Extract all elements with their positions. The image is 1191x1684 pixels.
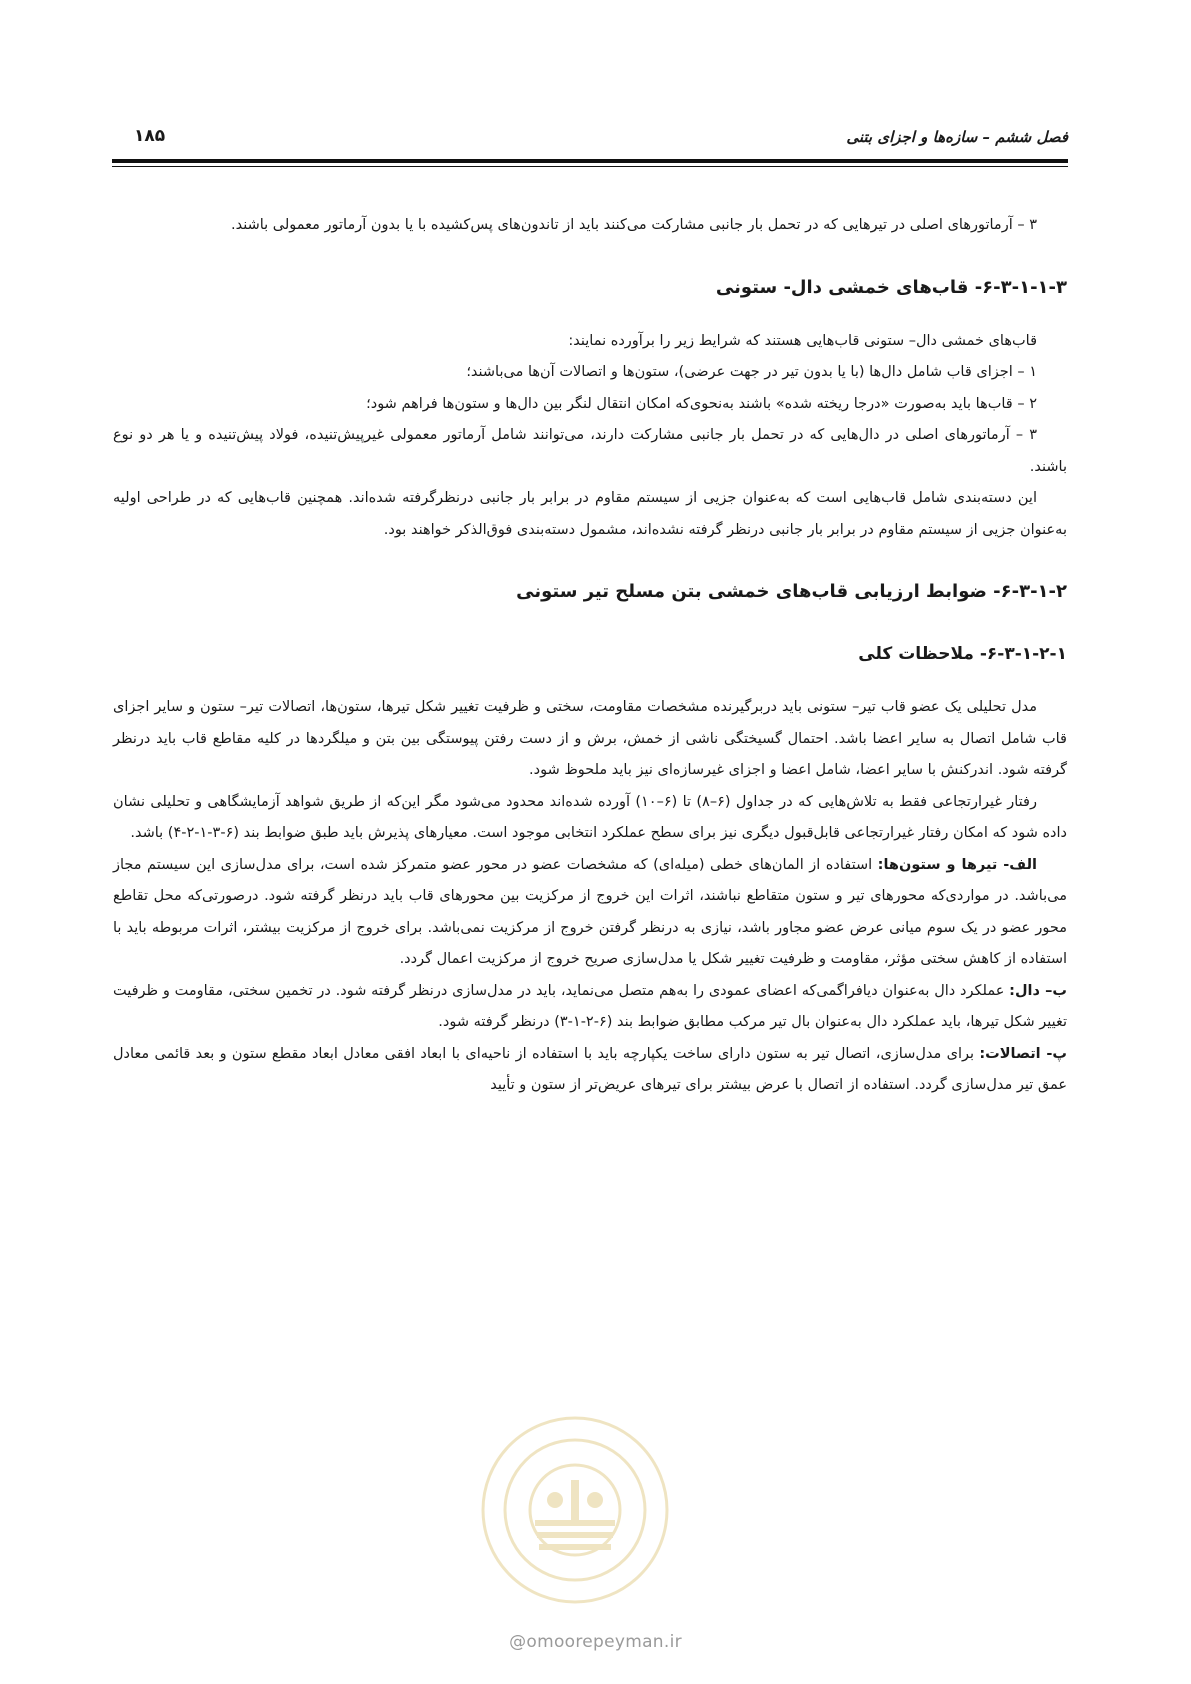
paragraph-text: استفاده از المان‌های خطی (میله‌ای) که مشخصات عضو در محور عضو متمرکز شده است، برای مدل‌سازی این سیستم مجاز می‌باشد. در مواردی‌که محورهای تیر و ستون متقاطع نباشند، اثرات این خروج از مرکزیت بین محورهای قاب باید درنظر گرفته شود. درصورتی‌که محل تقاطع محور عضو در یک سوم میانی عرض عضو مجاور باشد، نیازی به درنظر گرفتن خروج از مرکزیت نمی‌باشد. برای خروج از مرکزیت بیشتر، اثرات مربوطه باید با استفاده از کاهش سختی مؤثر، مقاومت و ظرفیت تغییر شکل یا مدل‌سازی صریح خروج از مرکزیت اعمال گردد.: [113, 856, 1067, 967]
list-item: ۱ – اجزای قاب شامل دال‌ها (با یا بدون تیر در جهت عرضی)، ستون‌ها و اتصالات آن‌ها می‌باشند؛: [466, 364, 1037, 380]
body-text: [113, 210, 1067, 1102]
paragraph-text: عملکرد دال به‌عنوان دیافراگمی‌که اعضای عمودی را به‌هم متصل می‌نماید، باید در مدل‌سازی درنظر گرفته شود. در تخمین سختی، مقاومت و ظرفیت تغییر شکل تیرها، باید عملکرد دال به‌عنوان بال تیر مرکب مطابق ضوابط بند (۶-۲-۱-۳) درنظر گرفته شود.: [113, 982, 1067, 1030]
paragraph-lead: پ- اتصالات:: [979, 1045, 1068, 1062]
list-item: ۳ – آرماتورهای اصلی در دال‌هایی که در تحمل بار جانبی مشارکت دارند، می‌توانند شامل آرماتور معمولی غیرپیش‌تنیده، فولاد پیش‌تنیده و یا هر دو نوع باشند.: [113, 427, 1067, 475]
paragraph: [113, 850, 1067, 976]
paragraph: قاب‌های خمشی دال– ستونی قاب‌هایی هستند که شرایط زیر را برآورده نمایند:: [568, 332, 1037, 349]
page-number: ۱۸۵: [134, 126, 166, 146]
watermark-url: @omoorepeyman.ir: [509, 1632, 682, 1652]
paragraph: ۳ – آرماتورهای اصلی در تیرهایی که در تحمل بار جانبی مشارکت می‌کنند باید از تاندون‌های پس‌کشیده با یا بدون آرماتور معمولی باشند.: [230, 217, 1037, 233]
paragraph: [113, 976, 1067, 1039]
paragraph-lead: ب– دال:: [1009, 982, 1067, 999]
chapter-title: فصل ششم – سازه‌ها و اجزای بتنی: [846, 128, 1068, 146]
paragraph: مدل تحلیلی یک عضو قاب تیر– ستونی باید دربرگیرنده مشخصات مقاومت، سختی و ظرفیت تغییر شکل تیرها، ستون‌ها، اتصالات تیر– ستون و سایر اجزای قاب شامل اتصال به سایر اعضا باشد. احتمال گسیختگی ناشی از خمش، برش و از دست رفتن پیوستگی بین بتن و میلگردها در کلیه مقاطع قاب باید درنظر گرفته شود. اندرکنش با سایر اعضا، شامل اعضا و اجزای غیرسازه‌ای نیز باید ملحوظ شود.: [113, 699, 1067, 778]
paragraph: این دسته‌بندی شامل قاب‌هایی است که به‌عنوان جزیی از سیستم مقاوم در برابر بار جانبی درنظرگرفته شده‌اند. همچنین قاب‌هایی که در طراحی اولیه به‌عنوان جزیی از سیستم مقاوم در برابر بار جانبی درنظر گرفته نشده‌اند، مشمول دسته‌بندی فوق‌الذکر خواهند بود.: [113, 490, 1067, 538]
running-header: [112, 128, 1068, 152]
list-item: ۲ – قاب‌ها باید به‌صورت «درجا ریخته شده» باشند به‌نحوی‌که امکان انتقال لنگر بین دال‌ها و ستون‌ها فراهم شود؛: [366, 395, 1037, 412]
header-rule-thin: [112, 166, 1068, 167]
watermark-seal-icon: [475, 1410, 675, 1610]
header-rule-thick: [112, 159, 1068, 163]
section-heading: ۶-۳-۱-۱-۳- قاب‌های خمشی دال- ستونی: [715, 276, 1067, 298]
paragraph-text: برای مدل‌سازی، اتصال تیر به ستون دارای ساخت یکپارچه باید با استفاده از ناحیه‌ای با ابعاد افقی معادل ابعاد مقطع ستون و بعد قائمی معادل عمق تیر مدل‌سازی گردد. استفاده از اتصال با عرض بیشتر برای تیرهای عریض‌تر از ستون و تأیید: [113, 1045, 1067, 1093]
paragraph: [113, 1039, 1067, 1102]
paragraph-lead: الف- تیرها و ستون‌ها:: [877, 856, 1037, 873]
paragraph: رفتار غیرارتجاعی فقط به تلاش‌هایی که در جداول (۶–۸) تا (۶–۱۰) آورده شده‌اند محدود می‌شود مگر این‌که از طریق شواهد آزمایشگاهی و تحلیلی نشان داده شود که امکان رفتار غیرارتجاعی قابل‌قبول دیگری نیز برای سطح عملکرد انتخابی موجود است. معیارهای پذیرش باید طبق ضوابط بند (۶-۳-۱-۲-۴) باشد.: [113, 793, 1067, 841]
section-heading: ۶-۳-۱-۲- ضوابط ارزیابی قاب‌های خمشی بتن مسلح تیر ستونی: [516, 581, 1067, 602]
subsection-heading: ۶-۳-۱-۲-۱- ملاحظات کلی: [858, 644, 1067, 664]
